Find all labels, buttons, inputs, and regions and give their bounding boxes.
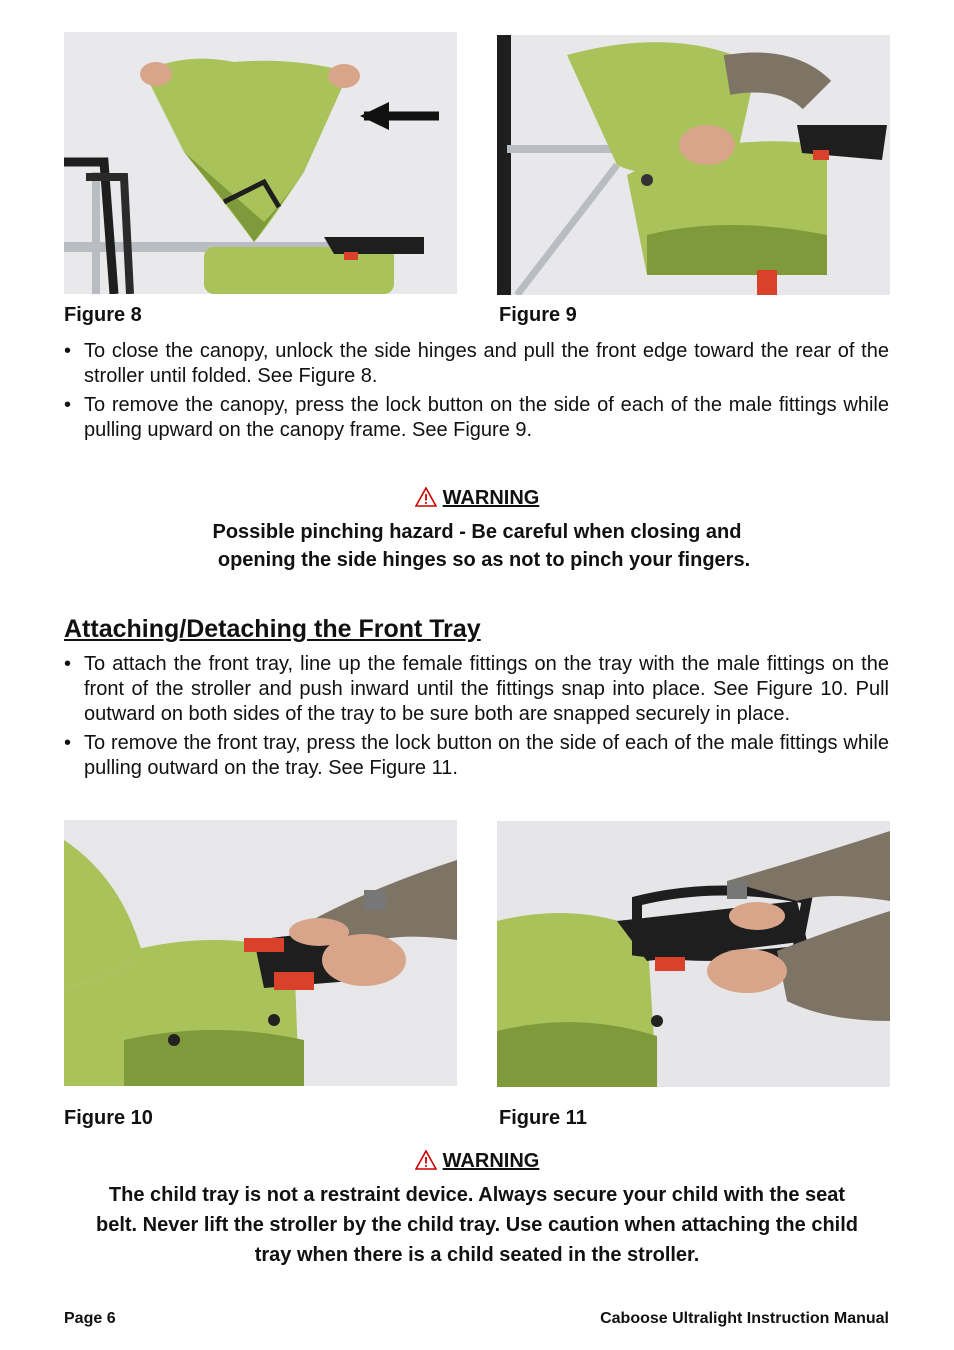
list-item: • To remove the front tray, press the lock button on the side of each of the male fittings while pulling outward on the tray. See Figure 11. [64,732,889,779]
list-item: • To close the canopy, unlock the side hinges and pull the front edge toward the rear of the stroller until folded. See Figure 8. [64,340,889,387]
warning-heading-2: WARNING [0,1149,954,1173]
warning-text-1: Possible pinching hazard - Be careful when closing and opening the side hinges so as not to pinch your fingers. [212,521,751,571]
warning-text-2: The child tray is not a restraint device. Always secure your child with the seat belt. Never lift the stroller by the child tray. Use caution when attaching the child tray when there is a child seated in the stroller. [96,1184,858,1266]
bullet-icon: • [64,394,72,416]
figure-11-caption: Figure 11 [499,1107,587,1129]
figure-8-photo [64,32,457,294]
list-item: • To remove the canopy, press the lock button on the side of each of the male fittings while pulling upward on the canopy frame. See Figure 9. [64,394,889,441]
figure-9-photo [497,35,890,295]
manual-title: Caboose Ultralight Instruction Manual [600,1310,889,1327]
figure-10-caption: Figure 10 [64,1107,153,1129]
figure-9-caption: Figure 9 [499,304,577,326]
canopy-instructions [64,339,889,447]
bullet-icon: • [64,340,72,362]
section-title: Attaching/Detaching the Front Tray [64,615,481,643]
bullet-icon: • [64,732,72,754]
warning-triangle-icon [415,487,437,507]
figure-8-caption: Figure 8 [64,304,142,326]
warning-triangle-icon [415,1150,437,1170]
bullet-icon: • [64,653,72,675]
warning-heading-1: WARNING [0,486,954,510]
tray-instructions [64,652,889,785]
page-number: Page 6 [64,1310,116,1327]
figure-11-photo [497,821,890,1087]
list-item: • To attach the front tray, line up the female fittings on the tray with the male fittings on the front of the stroller and push inward until the fittings snap into place. See Figure 10. Pull outward on both sides of the tray to be sure both are snapped securely in place. [64,653,889,725]
figure-10-photo [64,820,457,1086]
